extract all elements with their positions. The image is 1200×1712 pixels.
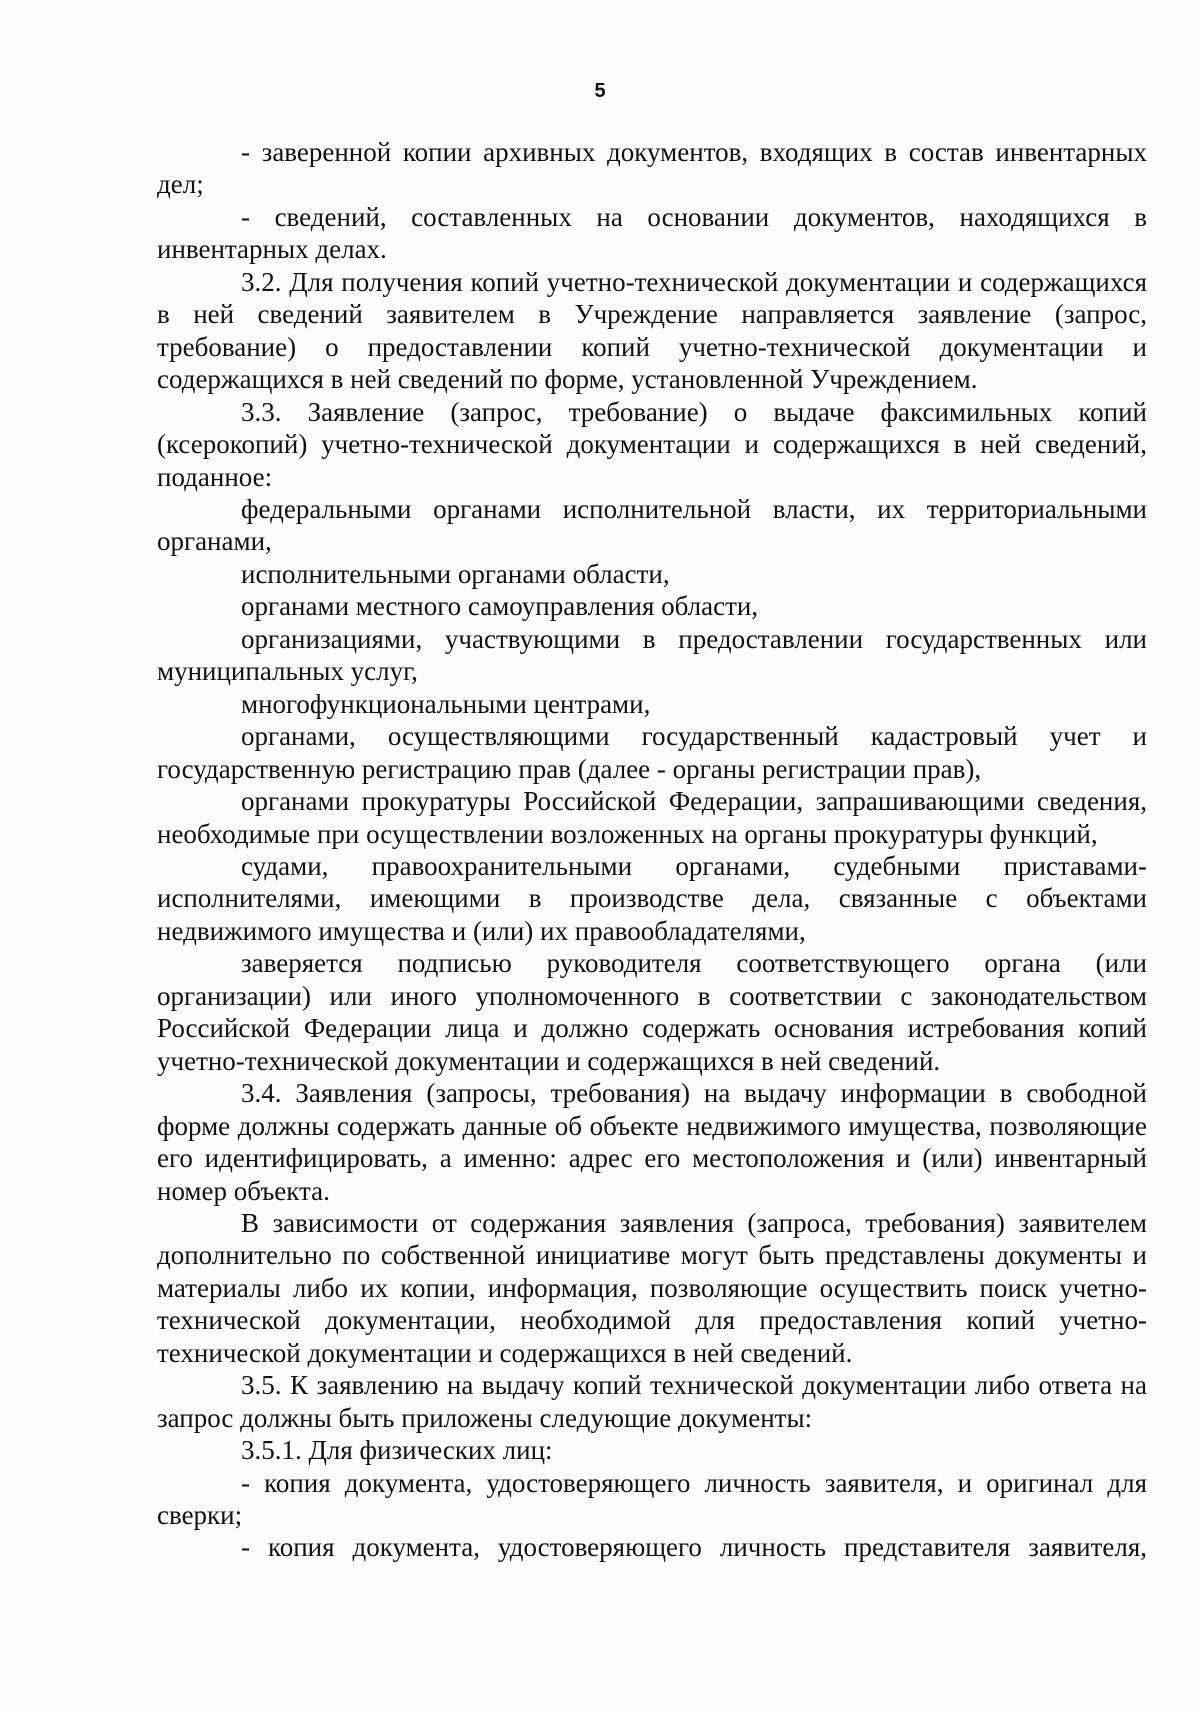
paragraph: 3.5. К заявлению на выдачу копий технической документации либо ответа на запрос должны быть приложены следующие документы: — [157, 1370, 1147, 1433]
paragraph: - копия документа, удостоверяющего личность представителя заявителя, — [241, 1532, 1147, 1563]
paragraph: органами местного самоуправления области, — [241, 591, 759, 622]
paragraph: - заверенной копии архивных документов, входящих в состав инвентарных дел; — [157, 137, 1147, 200]
paragraph: исполнительными органами области, — [241, 558, 670, 589]
paragraph: 3.3. Заявление (запрос, требование) о выдаче факсимильных копий (ксерокопий) учетно-технической документации и содержащихся в ней сведений, поданное: — [157, 396, 1147, 492]
paragraph: многофункциональными центрами, — [241, 688, 651, 719]
paragraph: - сведений, составленных на основании документов, находящихся в инвентарных делах. — [157, 201, 1147, 265]
paragraph: заверяется подписью руководителя соответствующего органа (или организации) или иного уполномоченного в соответствии с законодательством Российской Федерации лица и должно содержать основания истребования копий учетно-технической документации и содержащихся в ней сведений. — [157, 948, 1147, 1076]
paragraph: федеральными органами исполнительной власти, их территориальными органами, — [157, 493, 1147, 557]
page-number: 5 — [594, 80, 606, 102]
document-body — [157, 136, 1147, 1564]
paragraph: 3.4. Заявления (запросы, требования) на выдачу информации в свободной форме должны содержать данные об объекте недвижимого имущества, позволяющие его идентифицировать, а именно: адрес его местоположения и (или) инвентарный номер объекта. — [157, 1078, 1147, 1206]
paragraph: - копия документа, удостоверяющего личность заявителя, и оригинал для сверки; — [157, 1467, 1147, 1531]
paragraph: 3.2. Для получения копий учетно-технической документации и содержащихся в ней сведений заявителем в Учреждение направляется заявление (запрос, требование) о предоставлении копий учетно-технической документации и содержащихся в ней сведений по форме, установленной Учреждением. — [157, 266, 1147, 395]
paragraph: 3.5.1. Для физических лиц: — [241, 1435, 553, 1466]
paragraph: судами, правоохранительными органами, судебными приставами-исполнителями, имеющими в производстве дела, связанные с объектами недвижимого имущества и (или) их правообладателями, — [157, 850, 1147, 946]
paragraph: организациями, участвующими в предоставлении государственных или муниципальных услуг, — [157, 623, 1147, 687]
paragraph: органами прокуратуры Российской Федерации, запрашивающими сведения, необходимые при осуществлении возложенных на органы прокуратуры функций, — [157, 786, 1147, 849]
paragraph: органами, осуществляющими государственный кадастровый учет и государственную регистрацию прав (далее - органы регистрации прав), — [157, 721, 1147, 784]
paragraph: В зависимости от содержания заявления (запроса, требования) заявителем дополнительно по собственной инициативе могут быть представлены документы и материалы либо их копии, информация, позволяющие осуществить поиск учетно-технической документации, необходимой для предоставления копий учетно-технической документации и содержащихся в ней сведений. — [157, 1207, 1147, 1368]
